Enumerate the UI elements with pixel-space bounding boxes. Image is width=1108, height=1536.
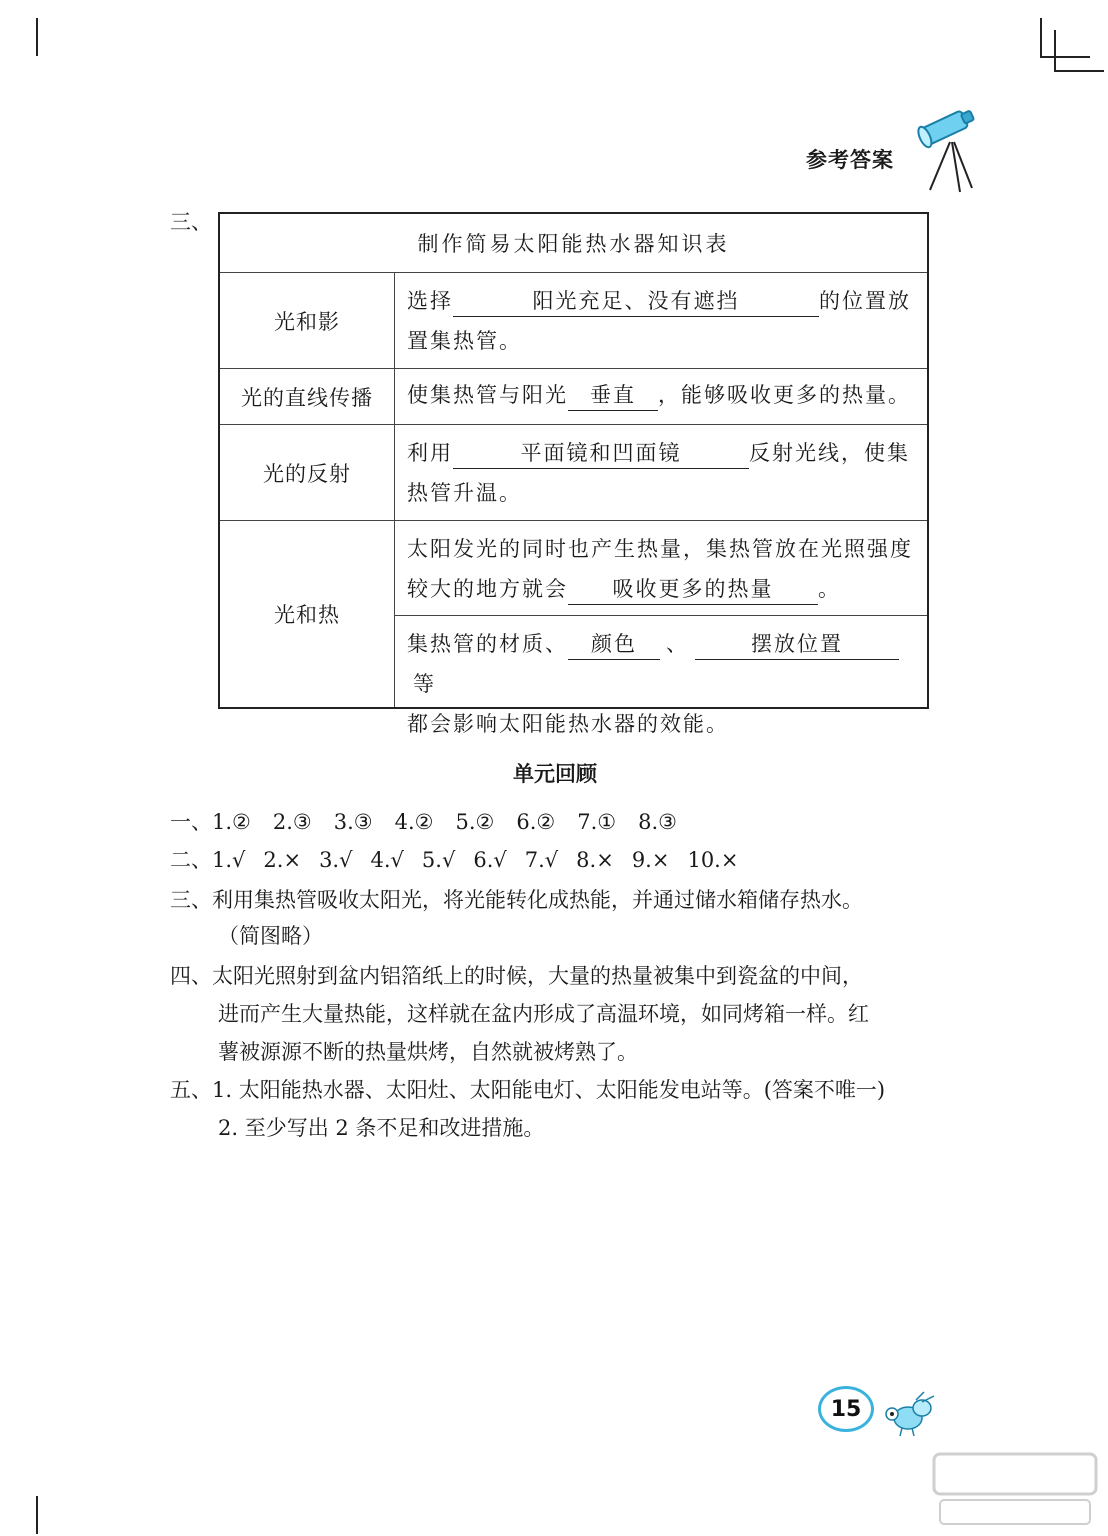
answer-item: 6.② bbox=[516, 810, 556, 834]
answer-item: 10.× bbox=[687, 848, 739, 872]
crop-mark-top-left bbox=[36, 18, 38, 56]
answer-q4-line3: 薯被源源不断的热量烘烤，自然就被烤熟了。 bbox=[218, 1040, 638, 1064]
answer-q3-line1: 三、利用集热管吸收太阳光，将光能转化成热能，并通过储水箱储存热水。 bbox=[170, 888, 863, 912]
review-title-text: 单元回顾 bbox=[513, 762, 597, 786]
answer-item: 7.√ bbox=[524, 848, 559, 872]
row-text-line2: 置集热管。 bbox=[407, 329, 522, 353]
row-text-post: 反射光线，使集 bbox=[749, 441, 910, 465]
answer-blank: 吸收更多的热量 bbox=[568, 574, 818, 605]
row-content bbox=[395, 369, 927, 424]
answer-blank: 垂直 bbox=[568, 380, 658, 411]
row-text-mid: 、 bbox=[666, 632, 689, 656]
row-label: 光的直线传播 bbox=[220, 369, 395, 424]
row-text-line2: 热管升温。 bbox=[407, 481, 522, 505]
answer-q2 bbox=[170, 844, 756, 874]
answer-q4-line1: 四、太阳光照射到盆内铝箔纸上的时候，大量的热量被集中到瓷盆的中间， bbox=[170, 964, 863, 988]
answer-q3-line2: （简图略） bbox=[218, 924, 323, 948]
row-text-pre: 使集热管与阳光 bbox=[407, 383, 568, 407]
answer-item: 2.③ bbox=[272, 810, 312, 834]
answer-q1 bbox=[170, 806, 699, 836]
row-text-post: 的位置放 bbox=[819, 289, 911, 313]
answer-item: 4.√ bbox=[370, 848, 404, 872]
answer-items bbox=[212, 848, 756, 872]
crop-mark-top-right-h2 bbox=[1054, 70, 1104, 72]
table-row bbox=[220, 424, 927, 520]
table-title: 制作简易太阳能热水器知识表 bbox=[417, 232, 730, 256]
row-content bbox=[395, 273, 927, 368]
table-row bbox=[220, 272, 927, 368]
answer-blank: 平面镜和凹面镜 bbox=[453, 438, 749, 469]
question-label: 二、 bbox=[170, 848, 212, 872]
row-text-pre: 较大的地方就会 bbox=[407, 577, 568, 601]
answer-item: 7.① bbox=[577, 810, 617, 834]
answer-item: 8.③ bbox=[638, 810, 677, 834]
review-title bbox=[0, 758, 1108, 788]
answer-item: 8.× bbox=[576, 848, 614, 872]
answer-item: 1.② bbox=[212, 810, 251, 834]
row-text-post: ，能够吸收更多的热量。 bbox=[658, 383, 911, 407]
answer-q4-line2: 进而产生大量热能，这样就在盆内形成了高温环境，如同烤箱一样。红 bbox=[218, 1002, 869, 1026]
row-content-sub2 bbox=[395, 616, 927, 736]
crop-mark-top-right-v1 bbox=[1040, 18, 1042, 58]
answer-blank: 颜色 bbox=[568, 629, 660, 660]
table-row bbox=[220, 368, 927, 424]
crop-mark-top-right-h bbox=[1040, 56, 1090, 58]
answer-item: 1.√ bbox=[212, 848, 246, 872]
section-three-marker: 三、 bbox=[170, 210, 212, 234]
answer-item: 9.× bbox=[631, 848, 670, 872]
row-text-post: 等 bbox=[413, 672, 436, 696]
answer-blank: 阳光充足、没有遮挡 bbox=[453, 286, 819, 317]
bug-mascot-icon bbox=[872, 1390, 942, 1440]
crop-mark-bottom-left bbox=[36, 1496, 38, 1534]
answer-item: 3.③ bbox=[333, 810, 373, 834]
row-text-pre: 利用 bbox=[407, 441, 453, 465]
row-text-pre: 集热管的材质、 bbox=[407, 632, 568, 656]
watermark-logo-icon bbox=[930, 1450, 1100, 1530]
answer-item: 4.② bbox=[394, 810, 434, 834]
crop-mark-top-right-v2 bbox=[1054, 30, 1056, 72]
answer-item: 6.√ bbox=[473, 848, 507, 872]
table-row bbox=[220, 520, 927, 736]
question-label: 一、 bbox=[170, 810, 212, 834]
row-text-post: 。 bbox=[818, 577, 841, 601]
row-text-pre: 选择 bbox=[407, 289, 453, 313]
answer-q5-line1: 五、1. 太阳能热水器、太阳灶、太阳能电灯、太阳能发电站等。(答案不唯一) bbox=[170, 1078, 886, 1102]
row-text-line1: 太阳发光的同时也产生热量，集热管放在光照强度 bbox=[407, 537, 913, 561]
row-text-line2: 都会影响太阳能热水器的效能。 bbox=[407, 712, 729, 736]
answer-items bbox=[212, 810, 699, 834]
answer-item: 5.√ bbox=[421, 848, 456, 872]
row-content bbox=[395, 425, 927, 520]
row-label: 光的反射 bbox=[220, 425, 395, 520]
answer-item: 2.× bbox=[263, 848, 302, 872]
answer-blank: 摆放位置 bbox=[695, 629, 899, 660]
row-label: 光和热 bbox=[220, 521, 395, 707]
knowledge-table bbox=[218, 212, 929, 736]
page-number: 15 bbox=[818, 1386, 874, 1432]
row-content-sub1 bbox=[395, 521, 927, 615]
row-label: 光和影 bbox=[220, 273, 395, 368]
answer-item: 5.② bbox=[455, 810, 495, 834]
answer-q5-line2: 2. 至少写出 2 条不足和改进措施。 bbox=[218, 1116, 545, 1140]
header-title: 参考答案 bbox=[806, 148, 894, 172]
answer-item: 3.√ bbox=[319, 848, 353, 872]
telescope-icon bbox=[912, 100, 982, 196]
